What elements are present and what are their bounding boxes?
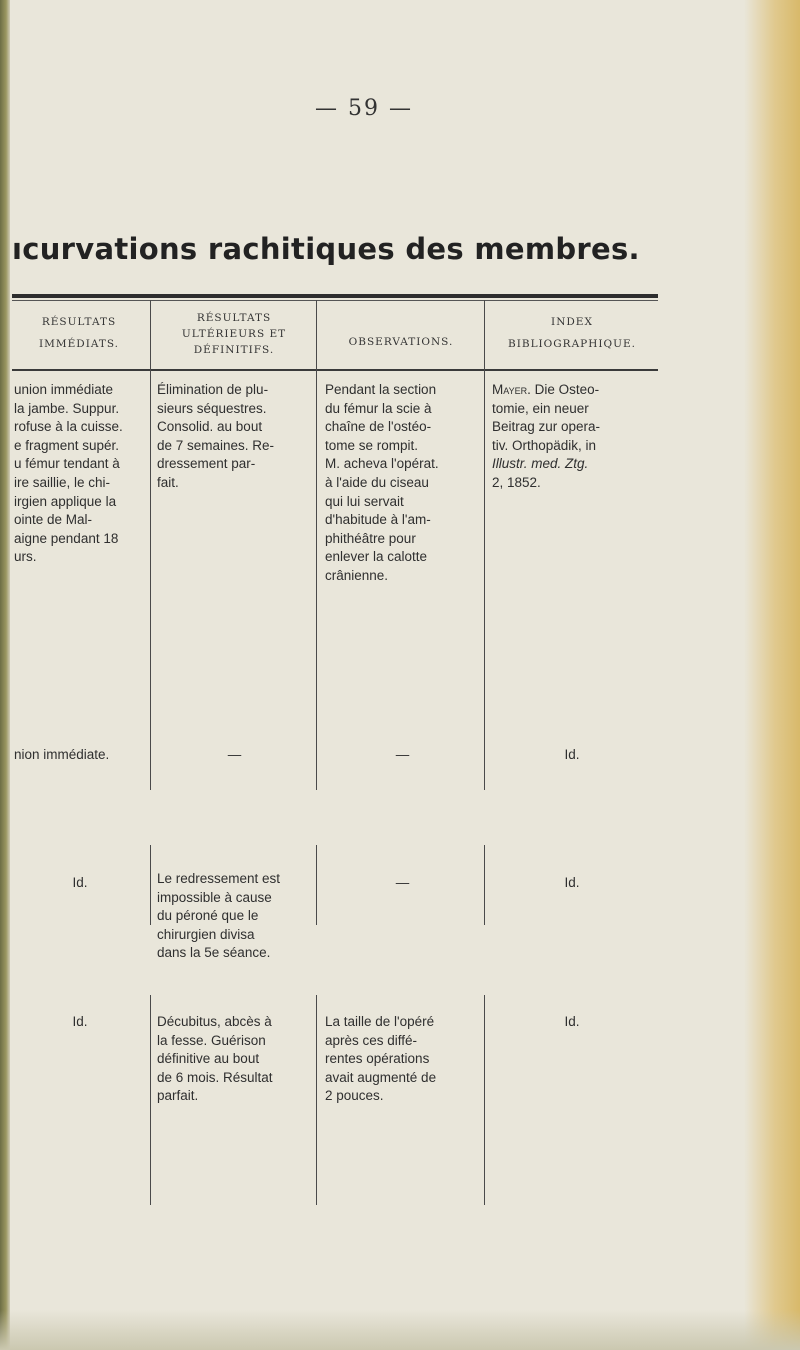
text-line: impossible à cause <box>157 889 272 905</box>
row-3-resultats-definitifs <box>157 870 312 963</box>
row-4-index-bibliographique: Id. <box>564 1014 580 1029</box>
column-divider-1b <box>150 845 151 925</box>
text-line: d'habitude à l'am- <box>325 512 431 528</box>
header-line: RÉSULTATS <box>196 312 272 324</box>
text-line: crânienne. <box>325 567 389 583</box>
text-line: fait. <box>157 474 179 490</box>
row-2-resultats-definitifs: — <box>227 747 242 762</box>
row-1-observations <box>325 381 480 586</box>
text-line: 2, 1852. <box>492 474 541 490</box>
text-line: du péroné que le <box>157 908 259 924</box>
row-4-resultats-immediats: Id. <box>72 1014 88 1029</box>
column-divider-3c <box>484 995 485 1205</box>
text-line: du fémur la scie à <box>325 400 432 416</box>
page-bottom-shadow <box>0 1310 800 1350</box>
table-top-rule-thin <box>12 300 658 301</box>
row-3-observations: — <box>395 875 410 890</box>
header-line: BIBLIOGRAPHIQUE. <box>507 338 636 350</box>
row-3-resultats-immediats: Id. <box>72 875 88 890</box>
header-line: RÉSULTATS <box>41 316 117 328</box>
header-line: ULTÉRIEURS ET <box>181 328 287 340</box>
row-3-index-bibliographique: Id. <box>564 875 580 890</box>
row-1-resultats-immediats <box>14 381 146 567</box>
row-2-index-bibliographique: Id. <box>564 747 580 762</box>
text-line: de 7 semaines. Re- <box>157 437 275 453</box>
row-2-resultats-immediats: nion immédiate. <box>14 747 110 762</box>
header-line: DÉFINITIFS. <box>193 344 275 356</box>
text-line: définitive au bout <box>157 1051 260 1067</box>
text-line: union immédiate <box>14 382 114 397</box>
page-gutter-shadow <box>0 0 10 1350</box>
text-line: Le redressement est <box>157 871 281 886</box>
text-line: La taille de l'opéré <box>325 1014 435 1029</box>
header-observations <box>320 334 482 350</box>
text-line: rofuse à la cuisse. <box>14 419 123 435</box>
row-1-index-bibliographique <box>492 381 652 493</box>
page-number: — 59 — <box>315 96 413 121</box>
column-divider-2 <box>316 300 317 790</box>
text-line: sieurs séquestres. <box>157 400 267 416</box>
text-line: enlever la calotte <box>325 549 428 565</box>
reference-journal: Illustr. med. Ztg. <box>492 456 589 472</box>
row-4-observations <box>325 1013 480 1106</box>
text-line: Élimination de plu- <box>157 382 269 397</box>
table-top-rule <box>12 294 658 298</box>
text-line: aigne pendant 18 <box>14 530 119 546</box>
text-line: chirurgien divisa <box>157 926 255 942</box>
text-line: parfait. <box>157 1088 199 1104</box>
text-line: la jambe. Suppur. <box>14 400 120 416</box>
text-line: chaîne de l'ostéo- <box>325 419 432 435</box>
text-line: ire saillie, le chi- <box>14 474 111 490</box>
text-line: Consolid. au bout <box>157 419 263 435</box>
header-resultats-ulterieurs <box>154 310 314 358</box>
text-line: qui lui servait <box>325 493 404 509</box>
text-line: M. acheva l'opérat. <box>325 456 439 472</box>
row-4-resultats-definitifs <box>157 1013 312 1106</box>
column-divider-2c <box>316 995 317 1205</box>
text-fragment: Die Osteo- <box>530 382 600 397</box>
header-line: INDEX <box>551 316 593 328</box>
text-line: de 6 mois. Résultat <box>157 1069 273 1085</box>
header-line: OBSERVATIONS. <box>348 336 454 348</box>
row-2-observations: — <box>395 747 410 762</box>
text-line: Pendant la section <box>325 382 437 397</box>
text-line <box>492 381 652 400</box>
text-line: 2 pouces. <box>325 1088 384 1104</box>
text-line: Beitrag zur opera- <box>492 419 601 435</box>
text-line: urs. <box>14 549 37 565</box>
text-line: e fragment supér. <box>14 437 120 453</box>
row-1-resultats-definitifs <box>157 381 312 493</box>
header-line: IMMÉDIATS. <box>38 338 120 350</box>
text-line: la fesse. Guérison <box>157 1032 266 1048</box>
text-line: dans la 5e séance. <box>157 945 271 961</box>
page-edge-discoloration <box>744 0 800 1350</box>
text-line: Décubitus, abcès à <box>157 1014 272 1029</box>
text-line: rentes opérations <box>325 1051 430 1067</box>
header-resultats-immediats <box>14 314 144 352</box>
text-line: dressement par- <box>157 456 256 472</box>
column-divider-1 <box>150 300 151 790</box>
text-line: à l'aide du ciseau <box>325 474 429 490</box>
text-line: tome se rompit. <box>325 437 419 453</box>
text-line: avait augmenté de <box>325 1069 437 1085</box>
column-divider-1c <box>150 995 151 1205</box>
text-line: irgien applique la <box>14 493 117 509</box>
column-divider-2b <box>316 845 317 925</box>
column-divider-3b <box>484 845 485 925</box>
text-line: phithéâtre pour <box>325 530 416 546</box>
text-line: après ces diffé- <box>325 1032 418 1048</box>
text-line: ointe de Mal- <box>14 512 93 528</box>
text-line: u fémur tendant à <box>14 456 120 472</box>
table-header-rule <box>12 369 658 371</box>
column-divider-3 <box>484 300 485 790</box>
text-line: tomie, ein neuer <box>492 400 589 416</box>
reference-author: Mayer. <box>492 382 531 397</box>
header-index-bibliographique <box>488 314 656 352</box>
page-title: ıcurvations rachitiques des membres. <box>12 232 640 266</box>
text-line: tiv. Orthopädik, in <box>492 437 597 453</box>
